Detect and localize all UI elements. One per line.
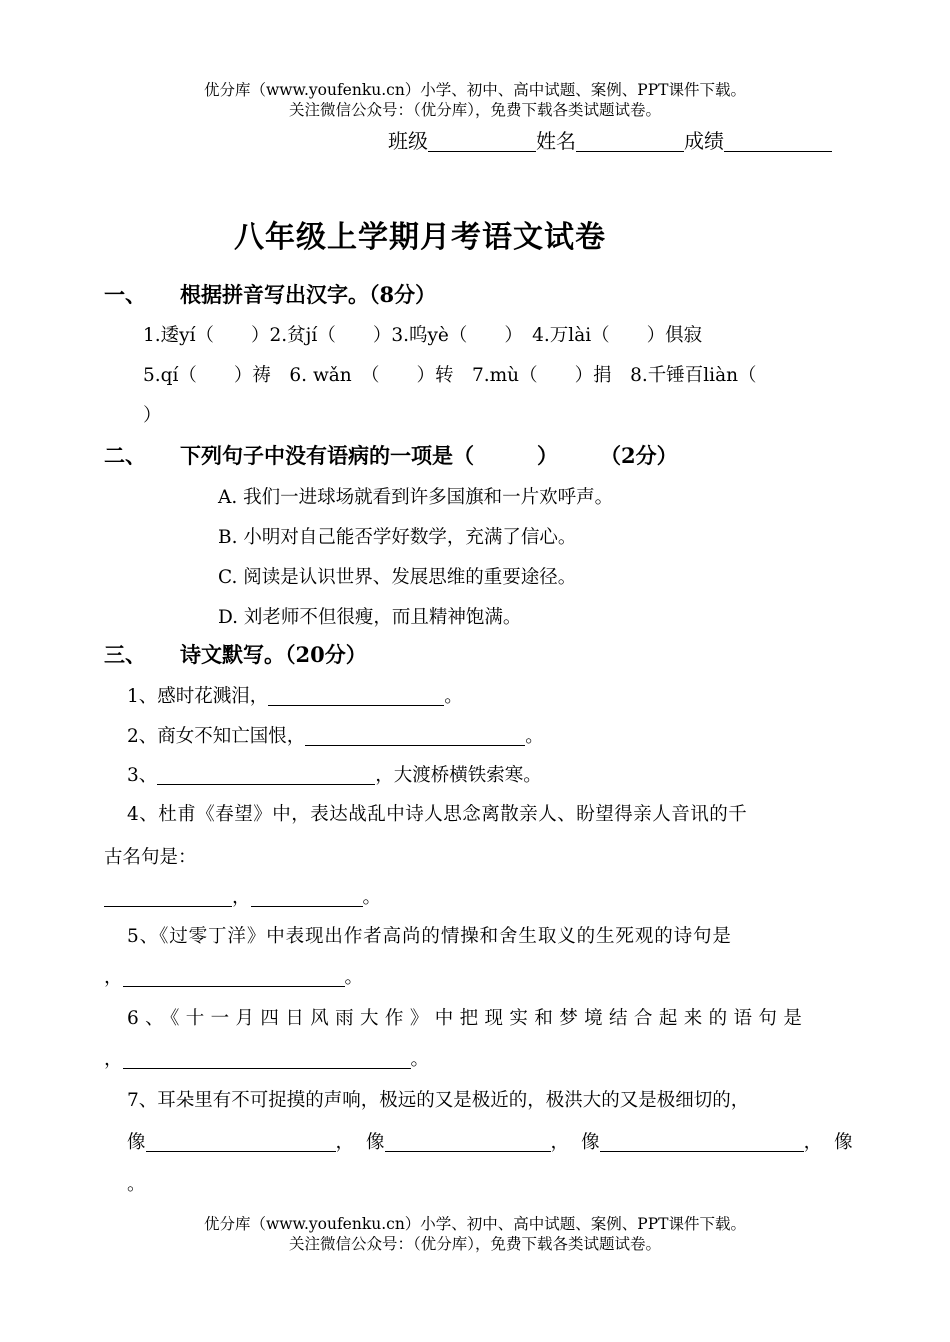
section-1-number: 一、 xyxy=(104,282,146,307)
answer-blank-7a[interactable] xyxy=(146,1131,336,1152)
question-1: 1、感时花溅泪， 。 xyxy=(127,686,463,707)
name-blank[interactable] xyxy=(576,129,684,152)
answer-blank-4b[interactable] xyxy=(251,886,363,907)
answer-blank-5[interactable] xyxy=(123,966,345,987)
question-3: 3、 ，大渡桥横铁索寒。 xyxy=(127,765,542,786)
answer-blank-1[interactable] xyxy=(268,685,444,706)
student-info-fields xyxy=(388,125,832,154)
question-5-line-1: 5、《过零丁洋》中表现出作者高尚的情操和舍生取义的生死观的诗句是 xyxy=(127,926,732,947)
answer-blank-7c[interactable] xyxy=(600,1131,804,1152)
option-c[interactable]: C. 阅读是认识世界、发展思维的重要途径。 xyxy=(218,567,577,588)
section-1-row-3: ） xyxy=(143,405,162,426)
section-3-heading xyxy=(104,639,804,669)
section-2-number: 二、 xyxy=(104,443,146,468)
option-d[interactable]: D. 刘老师不但很瘦，而且精神饱满。 xyxy=(218,607,522,628)
score-blank[interactable] xyxy=(724,129,832,152)
footer-line-1: 优分库（www.youfenku.cn）小学、初中、高中试题、案例、PPT课件下载。 xyxy=(203,1215,747,1233)
section-1-row-2: 5.qí（ ）祷 6. wǎn （ ）转 7.mù（ ）捐 8.千锤百liàn（ xyxy=(143,365,757,386)
question-2: 2、商女不知亡国恨， 。 xyxy=(127,726,544,747)
answer-blank-4a[interactable] xyxy=(104,886,232,907)
question-4-answer: ， 。 xyxy=(104,883,381,909)
section-3-number: 三、 xyxy=(104,642,146,667)
question-5-answer: ， 。 xyxy=(104,967,364,988)
question-4-line-1: 4、杜甫《春望》中，表达战乱中诗人思念离散亲人、盼望得亲人音讯的千 xyxy=(127,804,748,825)
question-7-line-1: 7、耳朵里有不可捉摸的声响，极远的又是极近的，极洪大的又是极细切的， xyxy=(127,1090,750,1111)
question-6-line-1: 6、《十一月四日风雨大作》中把现实和梦境结合起来的语句是 xyxy=(127,1008,809,1029)
class-label: 班级 xyxy=(388,129,428,153)
section-3-title: 诗文默写。（20分） xyxy=(180,642,367,667)
answer-blank-2[interactable] xyxy=(305,725,525,746)
answer-blank-7b[interactable] xyxy=(385,1131,551,1152)
question-7-end: 。 xyxy=(127,1174,146,1195)
score-label: 成绩 xyxy=(684,129,724,153)
page-title: 八年级上学期月考语文试卷 xyxy=(234,220,606,255)
answer-blank-3[interactable] xyxy=(157,764,375,785)
section-1-title: 根据拼音写出汉字。（8分） xyxy=(180,282,437,307)
section-1-heading xyxy=(104,279,804,309)
footer-line-2: 关注微信公众号：（优分库），免费下载各类试题试卷。 xyxy=(288,1235,661,1253)
question-6-answer: ， 。 xyxy=(104,1049,430,1070)
header-line-2: 关注微信公众号：（优分库），免费下载各类试题试卷。 xyxy=(288,101,661,119)
question-7-answer: 像 ， 像 ， 像 ， 像 xyxy=(127,1132,853,1153)
class-blank[interactable] xyxy=(428,129,536,152)
section-2-heading xyxy=(104,440,824,470)
answer-blank-6[interactable] xyxy=(123,1048,411,1069)
section-2-title: 下列句子中没有语病的一项是（ ） （2分） xyxy=(180,443,678,468)
option-a[interactable]: A. 我们一进球场就看到许多国旗和一片欢呼声。 xyxy=(218,487,614,508)
name-label: 姓名 xyxy=(536,129,576,153)
question-4-line-2: 古名句是： xyxy=(104,847,197,868)
header-line-1: 优分库（www.youfenku.cn）小学、初中、高中试题、案例、PPT课件下载。 xyxy=(203,81,747,99)
option-b[interactable]: B. 小明对自己能否学好数学，充满了信心。 xyxy=(218,527,577,548)
section-1-row-1: 1.逶yí（ ）2.贫jí（ ）3.呜yè（ ） 4.万lài（ ）俱寂 xyxy=(143,325,703,346)
